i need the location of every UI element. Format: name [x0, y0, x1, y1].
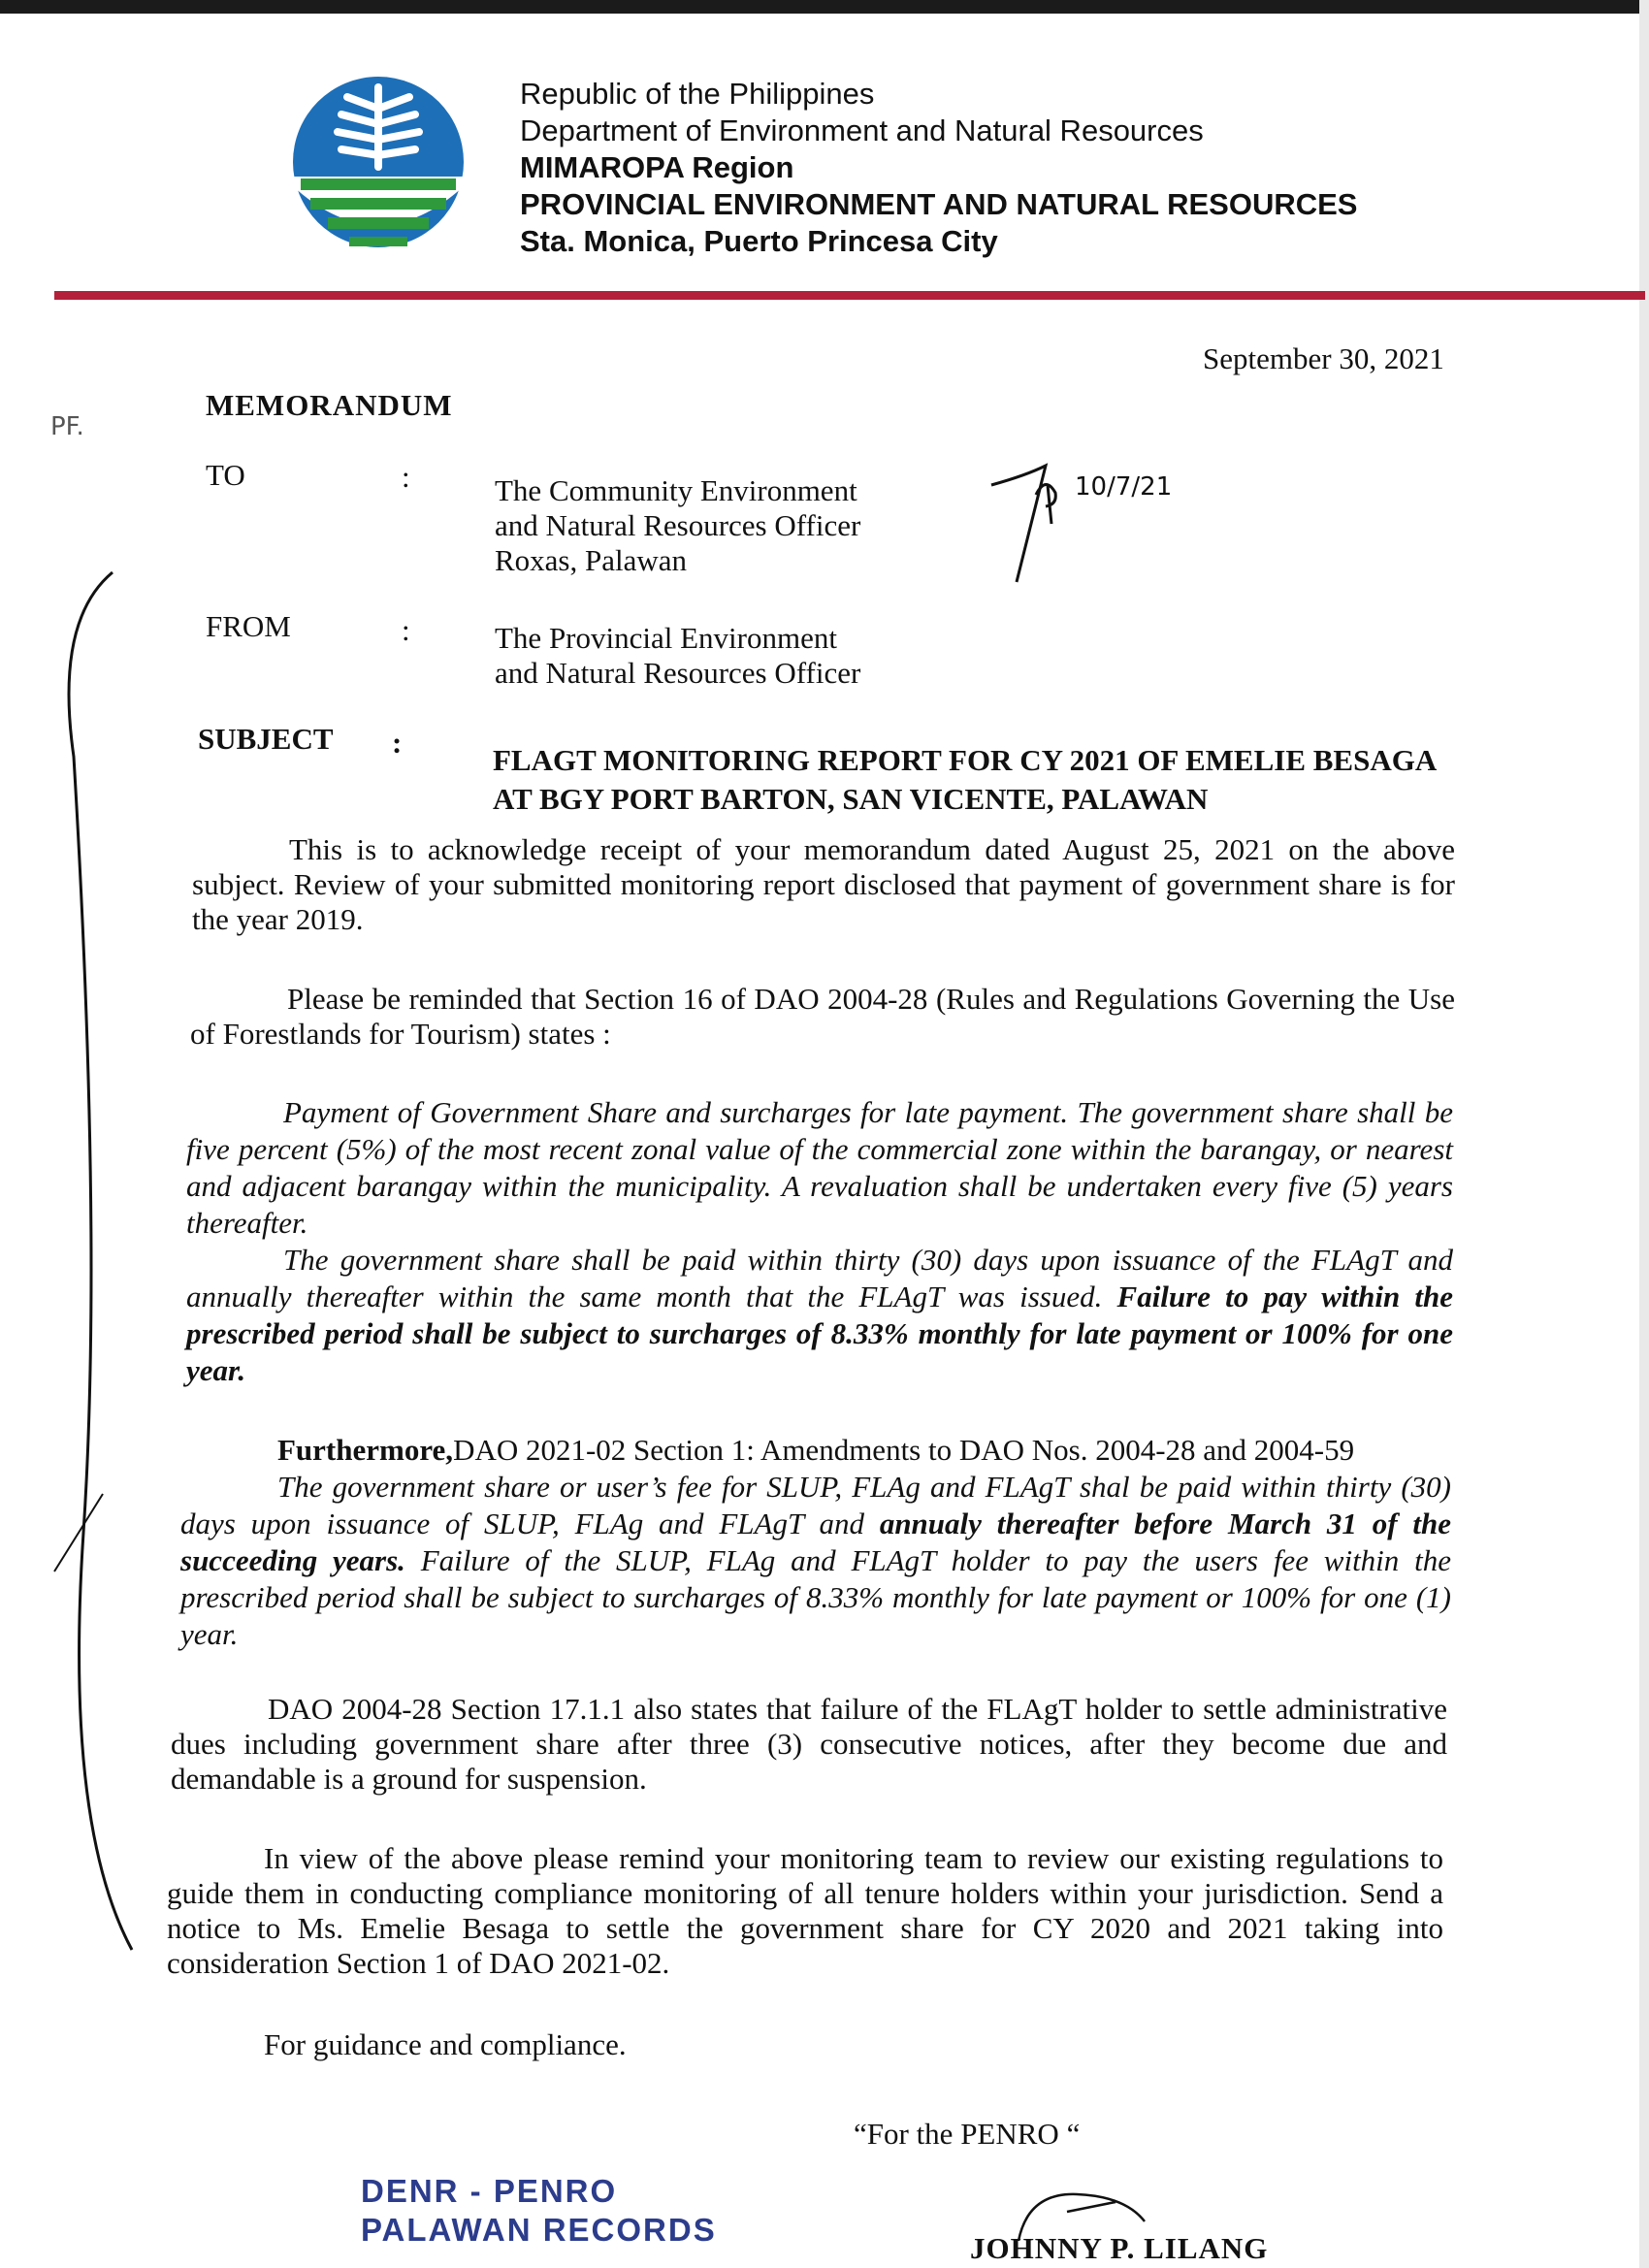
paragraph-text: In view of the above please remind your monitoring team to review our existing regulations to guide them in conducting compliance monitoring of all tenure holders within your jurisdiction. Send a notice to Ms. Emelie Besaga to settle the government share for CY 2020 and 2021 taking into consideration Section 1 of DAO 2021-02. [167, 1841, 1443, 1980]
paragraph-reminder [190, 982, 1455, 1052]
to-colon: : [402, 460, 410, 494]
to-label: TO [206, 458, 245, 492]
letterhead-department: Department of Environment and Natural Resources [520, 113, 1204, 147]
paragraph-rest: DAO 2021-02 Section 1: Amendments to DAO Nos. 2004-28 and 2004-59 [453, 1433, 1355, 1467]
paragraph-lead: Furthermore, [277, 1433, 454, 1467]
letterhead-divider [54, 291, 1645, 300]
memo-date: September 30, 2021 [1203, 341, 1444, 375]
paragraph-text: DAO 2004-28 Section 17.1.1 also states that failure of the FLAgT holder to settle administrative dues including government share after three (3) consecutive notices, after they become due and demandable is a ground for suspension. [171, 1692, 1447, 1796]
paragraph-closing [167, 2027, 1443, 2062]
letterhead [520, 76, 1357, 260]
quote-text [180, 1469, 1451, 1653]
to-line: and Natural Resources Officer [495, 508, 861, 542]
paragraph-text: Please be reminded that Section 16 of DAO 2004-28 (Rules and Regulations Governing the Use of Forestlands for Tourism) states : [190, 982, 1455, 1051]
to-line: The Community Environment [495, 473, 857, 507]
quote-text-bold: Failure to pay within the prescribed period shall be subject to surcharges of 8.33% monthly for late payment or 100% for one year. [186, 1280, 1453, 1387]
scan-top-edge [0, 0, 1649, 14]
records-released-stamp [361, 2173, 717, 2249]
paragraph-text: For guidance and compliance. [264, 2027, 627, 2061]
letterhead-office: PROVINCIAL ENVIRONMENT AND NATURAL RESOURCES [520, 187, 1358, 221]
letterhead-region: MIMAROPA Region [520, 150, 794, 184]
paragraph-suspension [171, 1692, 1447, 1797]
for-penro-line: “For the PENRO “ [854, 2117, 1081, 2151]
from-sender [495, 621, 860, 691]
from-line: and Natural Resources Officer [495, 656, 861, 690]
to-recipient [495, 473, 860, 578]
from-line: The Provincial Environment [495, 621, 837, 655]
quote-text-regular: The government share shall be paid within thirty (30) days upon issuance of the FLAgT and annually thereafter within the same month that the FLAgT was issued. [186, 1243, 1453, 1313]
paragraph-text [180, 1432, 1451, 1469]
quote-text [186, 1242, 1453, 1389]
quote-text: Payment of Government Share and surcharges for late payment. The government share shall be five percent (5%) of the most recent zonal value of the commercial zone within the barangay, or nearest and adjacent barangay within the municipality. A revaluation shall be undertaken every five (5) years thereafter. [186, 1095, 1453, 1240]
quote-government-share [186, 1094, 1453, 1389]
scan-right-edge [1639, 0, 1649, 2268]
subject-label: SUBJECT [198, 722, 334, 756]
subject-colon: : [392, 726, 403, 760]
paragraph-amendment [180, 1432, 1451, 1653]
from-colon: : [402, 613, 410, 647]
denr-logo-icon [291, 70, 466, 264]
handwritten-date: 10/7/21 [1075, 472, 1173, 502]
to-line: Roxas, Palawan [495, 543, 688, 577]
stamp-line: PALAWAN RECORDS [361, 2212, 717, 2248]
memo-title: MEMORANDUM [206, 388, 453, 422]
signatory-name: JOHNNY P. LILANG [970, 2231, 1269, 2265]
quote-text-bold: annualy thereafter before March 31 of the succeeding years. [180, 1507, 1451, 1577]
subject-text: FLAGT MONITORING REPORT FOR CY 2021 OF EMELIE BESAGA AT BGY PORT BARTON, SAN VICENTE, PALAWAN [493, 743, 1436, 816]
quote-text-regular: Failure of the SLUP, FLAg and FLAgT holder to pay the users fee within the prescribed period shall be subject to surcharges of 8.33% monthly for late payment or 100% for one (1) year. [180, 1543, 1451, 1651]
margin-note: PF. [50, 412, 84, 441]
margin-bracket-mark [35, 563, 151, 1960]
paragraph-acknowledge [192, 832, 1455, 937]
letterhead-address: Sta. Monica, Puerto Princesa City [520, 224, 998, 258]
stamp-line: DENR - PENRO [361, 2173, 618, 2209]
from-label: FROM [206, 609, 291, 643]
handwritten-initials-icon [987, 437, 1211, 601]
paragraph-instruction [167, 1841, 1443, 1981]
letterhead-country: Republic of the Philippines [520, 77, 875, 111]
quote-text-regular: The government share or user’s fee for SLUP, FLAg and FLAgT shal be paid within thirty (30) days upon issuance of SLUP, FLAg and FLAgT and [180, 1470, 1451, 1540]
paragraph-text: This is to acknowledge receipt of your memorandum dated August 25, 2021 on the above subject. Review of your submitted monitoring report disclosed that payment of government share is for the year 2019. [192, 832, 1455, 936]
